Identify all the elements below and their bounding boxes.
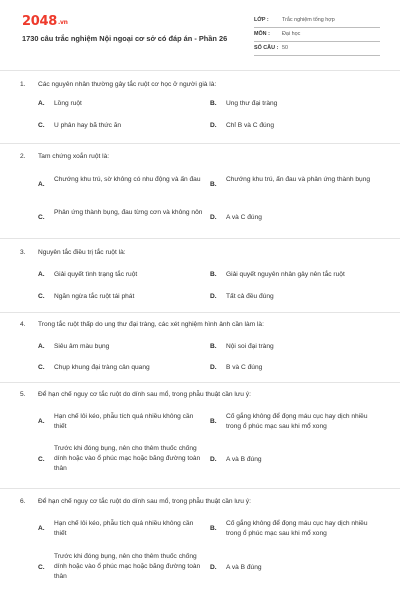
document-title: 1730 câu trắc nghiệm Nội ngoại cơ sở có đáp án - Phần 26	[22, 34, 228, 43]
question-text: 6. Để hạn chế nguy cơ tắc ruột do dính sau mổ, trong phẫu thuật cần lưu ý:	[20, 498, 251, 505]
meta-value: 50	[282, 45, 288, 51]
meta-key: LỚP :	[254, 17, 269, 23]
site-logo[interactable]	[22, 14, 68, 29]
question-text: 3. Nguyên tắc điều trị tắc ruột là:	[20, 249, 126, 256]
meta-row-count	[254, 42, 380, 56]
meta-key: MÔN :	[254, 31, 270, 37]
divider	[0, 488, 400, 489]
question-text: 4. Trong tắc ruột thấp do ung thư đại tràng, các xét nghiệm hình ảnh cần làm là:	[20, 321, 264, 328]
meta-row-class	[254, 14, 380, 28]
question-text: 1. Các nguyên nhân thường gây tắc ruột cơ học ở người già là:	[20, 81, 217, 88]
question-text: 5. Để hạn chế nguy cơ tắc ruột do dính sau mổ, trong phẫu thuật cần lưu ý:	[20, 391, 251, 398]
divider	[0, 143, 400, 144]
logo-suffix: .vn	[57, 19, 68, 26]
logo-main: 2048	[22, 14, 57, 29]
divider	[0, 238, 400, 239]
question-text: 2. Tam chứng xoắn ruột là:	[20, 153, 110, 160]
divider	[0, 312, 400, 313]
document-header	[0, 0, 400, 70]
divider	[0, 382, 400, 383]
divider	[0, 70, 400, 71]
meta-box	[254, 14, 380, 56]
meta-value: Đại học	[282, 31, 301, 37]
meta-value: Trắc nghiệm tổng hợp	[282, 17, 335, 23]
meta-key: SỐ CÂU :	[254, 45, 279, 51]
meta-row-subject	[254, 28, 380, 42]
